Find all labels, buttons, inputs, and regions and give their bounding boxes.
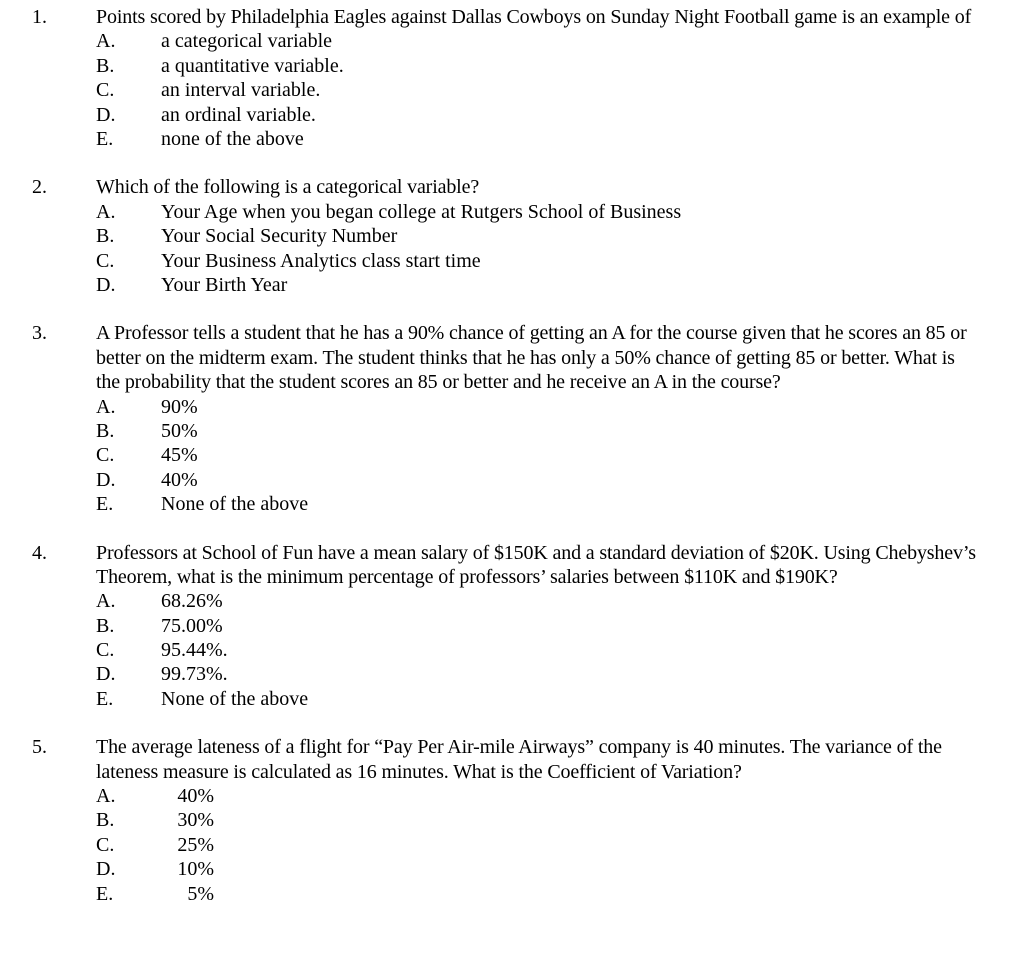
option-text: 99.73%.: [161, 663, 228, 686]
option-d[interactable]: [96, 857, 981, 881]
quiz-document: [0, 5, 1024, 930]
option-letter: D.: [96, 663, 116, 686]
option-letter: B.: [96, 614, 115, 637]
option-a[interactable]: [96, 589, 981, 613]
question-text: Professors at School of Fun have a mean salary of $150K and a standard deviation of $20K. Using Chebyshev’s Theorem, what is the minimum percentage of professors’ salaries between $110K and $190K?: [96, 541, 976, 588]
option-text: Your Business Analytics class start time: [161, 249, 481, 272]
option-d[interactable]: [96, 273, 981, 297]
option-text: an interval variable.: [161, 79, 321, 102]
option-c[interactable]: [96, 443, 981, 467]
option-text: none of the above: [161, 127, 304, 150]
option-text: Your Age when you began college at Rutgers School of Business: [161, 200, 682, 223]
option-letter: A.: [96, 30, 116, 53]
option-letter: C.: [96, 639, 115, 662]
option-letter: B.: [96, 809, 115, 832]
option-e[interactable]: [96, 687, 981, 711]
option-letter: A.: [96, 200, 116, 223]
question-body: [96, 541, 981, 712]
option-b[interactable]: [96, 419, 981, 443]
option-text: a categorical variable: [161, 30, 332, 53]
option-text: Your Birth Year: [161, 273, 288, 296]
option-letter: C.: [96, 249, 115, 272]
option-text: Your Social Security Number: [161, 225, 398, 248]
option-a[interactable]: [96, 29, 981, 53]
option-text: 5%: [187, 882, 214, 905]
option-letter: D.: [96, 858, 116, 881]
question-body: [96, 5, 981, 151]
option-text: 90%: [161, 395, 198, 418]
question-4: [0, 541, 1024, 712]
option-letter: E.: [96, 127, 114, 150]
option-a[interactable]: [96, 200, 981, 224]
option-letter: C.: [96, 444, 115, 467]
option-letter: E.: [96, 882, 114, 905]
option-c[interactable]: [96, 638, 981, 662]
question-body: [96, 735, 981, 906]
option-letter: D.: [96, 468, 116, 491]
question-number: 2.: [32, 176, 47, 199]
option-c[interactable]: [96, 833, 981, 857]
option-letter: E.: [96, 493, 114, 516]
option-text: a quantitative variable.: [161, 54, 344, 77]
question-body: [96, 321, 981, 516]
option-text: 50%: [161, 419, 198, 442]
option-text: 25%: [177, 833, 214, 856]
question-number: 5.: [32, 736, 47, 759]
option-d[interactable]: [96, 103, 981, 127]
question-number: 1.: [32, 6, 47, 28]
option-text: 40%: [177, 785, 214, 808]
option-a[interactable]: [96, 784, 981, 808]
option-letter: C.: [96, 833, 115, 856]
question-text: Which of the following is a categorical variable?: [96, 176, 480, 199]
option-text: 95.44%.: [161, 639, 228, 662]
question-text: Points scored by Philadelphia Eagles against Dallas Cowboys on Sunday Night Football game is an example of: [96, 6, 972, 28]
option-text: 75.00%: [161, 614, 223, 637]
option-e[interactable]: [96, 882, 981, 906]
question-number: 4.: [32, 541, 47, 564]
question-5: [0, 735, 1024, 906]
option-letter: E.: [96, 687, 114, 710]
option-letter: D.: [96, 273, 116, 296]
option-b[interactable]: [96, 808, 981, 832]
option-b[interactable]: [96, 614, 981, 638]
question-text: A Professor tells a student that he has a 90% chance of getting an A for the course given that he scores an 85 or better on the midterm exam. The student thinks that he has only a 50% chance of getting 85 or better. What is the probability that the student scores an 85 or better and he receive an A in the course?: [96, 322, 967, 394]
question-1: [0, 5, 1024, 151]
option-text: 40%: [161, 468, 198, 491]
option-text: 10%: [177, 858, 214, 881]
question-2: [0, 175, 1024, 297]
option-letter: B.: [96, 419, 115, 442]
question-text: The average lateness of a flight for “Pay Per Air-mile Airways” company is 40 minutes. The variance of the lateness measure is calculated as 16 minutes. What is the Coefficient of Variation?: [96, 736, 942, 783]
option-text: None of the above: [161, 493, 309, 516]
option-letter: C.: [96, 79, 115, 102]
option-text: None of the above: [161, 687, 309, 710]
question-number: 3.: [32, 322, 47, 345]
option-letter: A.: [96, 395, 116, 418]
option-a[interactable]: [96, 395, 981, 419]
option-d[interactable]: [96, 662, 981, 686]
option-letter: B.: [96, 225, 115, 248]
question-3: [0, 321, 1024, 516]
option-text: 45%: [161, 444, 198, 467]
option-letter: A.: [96, 785, 116, 808]
option-c[interactable]: [96, 249, 981, 273]
option-letter: A.: [96, 590, 116, 613]
option-letter: D.: [96, 103, 116, 126]
option-text: 30%: [177, 809, 214, 832]
option-b[interactable]: [96, 224, 981, 248]
option-letter: B.: [96, 54, 115, 77]
option-d[interactable]: [96, 468, 981, 492]
option-e[interactable]: [96, 127, 981, 151]
question-body: [96, 175, 981, 297]
option-text: an ordinal variable.: [161, 103, 316, 126]
option-c[interactable]: [96, 78, 981, 102]
option-text: 68.26%: [161, 590, 223, 613]
option-e[interactable]: [96, 492, 981, 516]
option-b[interactable]: [96, 54, 981, 78]
